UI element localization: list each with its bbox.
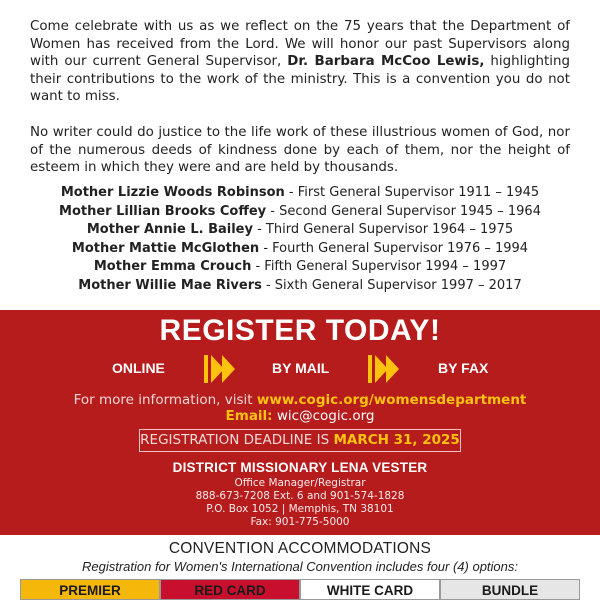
intro-text: Come celebrate with us as we reflect on the 75 years that the Department of Women has received from the Lord. We will honor our past Supervisors along with our current General Supervisor, — [30, 19, 570, 70]
supervisor-role: - Third General Supervisor 1964 – 1975 — [252, 222, 514, 237]
registration-panel — [0, 310, 600, 535]
method-mail[interactable]: BY MAIL — [272, 360, 330, 376]
method-fax[interactable]: BY FAX — [438, 360, 489, 376]
supervisor-item — [0, 258, 600, 277]
general-supervisor-name: Dr. Barbara McCoo Lewis, — [287, 54, 485, 70]
supervisor-role: - Sixth General Supervisor 1997 – 2017 — [261, 277, 522, 293]
contact-fax: Fax: 901-775-5000 — [250, 516, 350, 528]
supervisor-name: Mother Annie L. Bailey — [86, 222, 253, 237]
supervisor-role: - Fifth General Supervisor 1994 – 1997 — [251, 259, 507, 274]
accommodation-options — [20, 579, 580, 600]
option-white-card[interactable]: WHITE CARD — [300, 579, 440, 600]
supervisor-name: Mother Willie Mae Rivers — [78, 277, 262, 293]
registration-methods — [0, 350, 600, 390]
more-info-text: For more information, visit — [73, 392, 257, 408]
accommodations-title: CONVENTION ACCOMMODATIONS — [168, 540, 432, 557]
more-info-line — [0, 392, 600, 408]
email-link[interactable]: wic@cogic.org — [272, 408, 375, 424]
supervisor-name: Mother Emma Crouch — [93, 259, 252, 274]
register-title: REGISTER TODAY! — [159, 314, 441, 347]
deadline-text: REGISTRATION DEADLINE IS — [140, 432, 334, 448]
email-line — [0, 408, 600, 424]
supervisor-item — [0, 240, 600, 259]
registration-deadline-box — [139, 429, 461, 452]
supervisor-list — [0, 184, 600, 295]
contact-title: Office Manager/Registrar — [234, 477, 366, 489]
contact-phone: 888-673-7208 Ext. 6 and 901-574-1828 — [195, 490, 405, 502]
intro-paragraph-2: No writer could do justice to the life work of these illustrious women of God, nor of the numerous deeds of kindness done by each of them, nor the height of esteem in which they were and are held by thousands. — [30, 124, 570, 176]
supervisor-item — [0, 184, 600, 203]
contact-address: P.O. Box 1052 | Memphis, TN 38101 — [206, 503, 394, 515]
supervisor-name: Mother Mattie McGlothen — [71, 240, 260, 256]
supervisor-item — [0, 221, 600, 240]
method-online[interactable]: ONLINE — [112, 360, 165, 376]
intro-section — [30, 18, 570, 177]
fast-forward-icon — [202, 351, 238, 387]
intro-text-end: highlighting their contributions to the work of the ministry. This is a convention you do not want to miss. — [30, 54, 570, 105]
website-link[interactable]: www.cogic.org/womensdepartment — [256, 392, 527, 408]
supervisor-name: Mother Lillian Brooks Coffey — [59, 203, 267, 219]
supervisor-role: - Fourth General Supervisor 1976 – 1994 — [259, 240, 529, 256]
deadline-date: MARCH 31, 2025 — [333, 432, 460, 448]
fast-forward-icon — [366, 351, 402, 387]
supervisor-role: - First General Supervisor 1911 – 1945 — [284, 185, 540, 200]
supervisor-role: - Second General Supervisor 1945 – 1964 — [266, 203, 541, 219]
option-premier[interactable]: PREMIER — [20, 579, 160, 600]
option-bundle[interactable]: BUNDLE — [440, 579, 580, 600]
contact-name: DISTRICT MISSIONARY LENA VESTER — [172, 460, 428, 475]
supervisor-item — [0, 277, 600, 296]
email-label: Email: — [225, 408, 273, 424]
supervisor-name: Mother Lizzie Woods Robinson — [60, 185, 285, 200]
intro-paragraph-1 — [30, 18, 570, 106]
supervisor-item — [0, 203, 600, 222]
option-red-card[interactable]: RED CARD — [160, 579, 300, 600]
accommodations-subtitle: Registration for Women's International Convention includes four (4) options: — [81, 559, 519, 574]
